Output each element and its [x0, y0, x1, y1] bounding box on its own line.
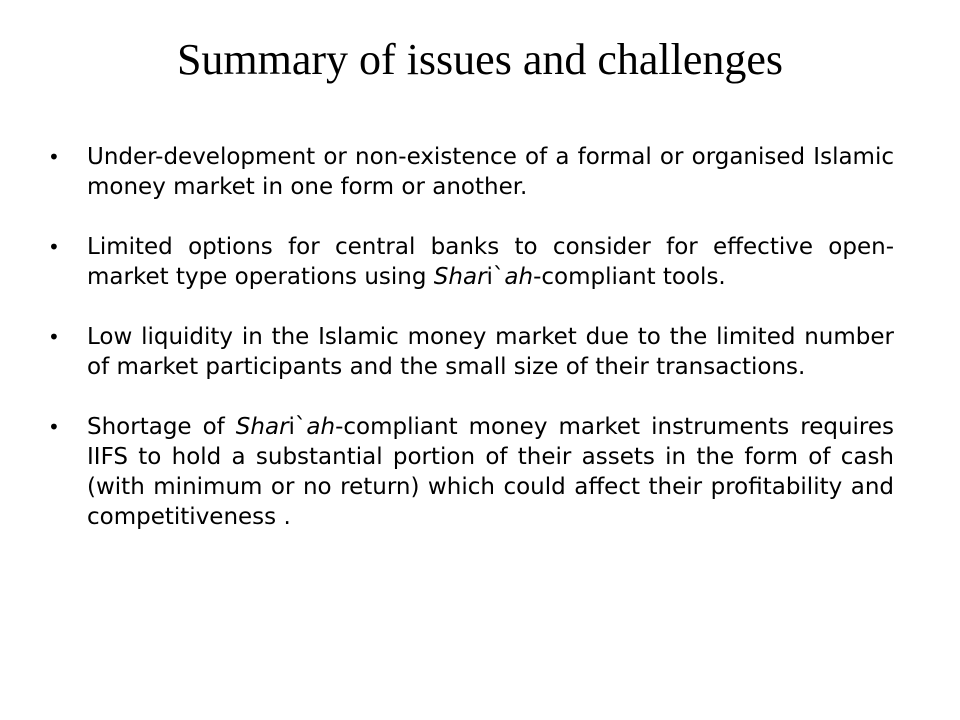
bullet-text: Low liquidity in the Islamic money market due to the limited number of market participants and the small size of their transactions.: [87, 324, 894, 380]
term-italic-part: Shar: [433, 264, 487, 290]
bullet-marker: •: [48, 235, 60, 259]
term-italic-part: ah: [306, 414, 336, 440]
bullet-item: [48, 232, 894, 292]
bullet-list: [48, 142, 895, 562]
bullet-marker: •: [48, 325, 60, 349]
bullet-marker: •: [48, 145, 60, 169]
bullet-text-start: Limited options for central banks to consider for effective open-market type operations using: [87, 234, 894, 290]
bullet-text-end: -compliant money market instruments requires IIFS to hold a substantial portion of their assets in the form of cash (with minimum or no return) which could affect their profitability and competitiveness .: [87, 414, 895, 530]
slide-title: Summary of issues and challenges: [176, 35, 784, 84]
bullet-item: [48, 142, 894, 202]
term-italic-part: Shar: [235, 414, 289, 440]
bullet-text-end: -compliant tools.: [533, 264, 726, 290]
bullet-text-start: Shortage of: [87, 414, 236, 440]
bullet-marker: •: [48, 415, 60, 439]
bullet-item: [48, 412, 895, 532]
bullet-item: [48, 322, 894, 382]
term-plain-part: i`: [288, 414, 307, 440]
term-italic-part: ah: [504, 264, 534, 290]
term-plain-part: i`: [486, 264, 505, 290]
bullet-text: Under-development or non-existence of a formal or organised Islamic money market in one form or another.: [87, 144, 894, 200]
